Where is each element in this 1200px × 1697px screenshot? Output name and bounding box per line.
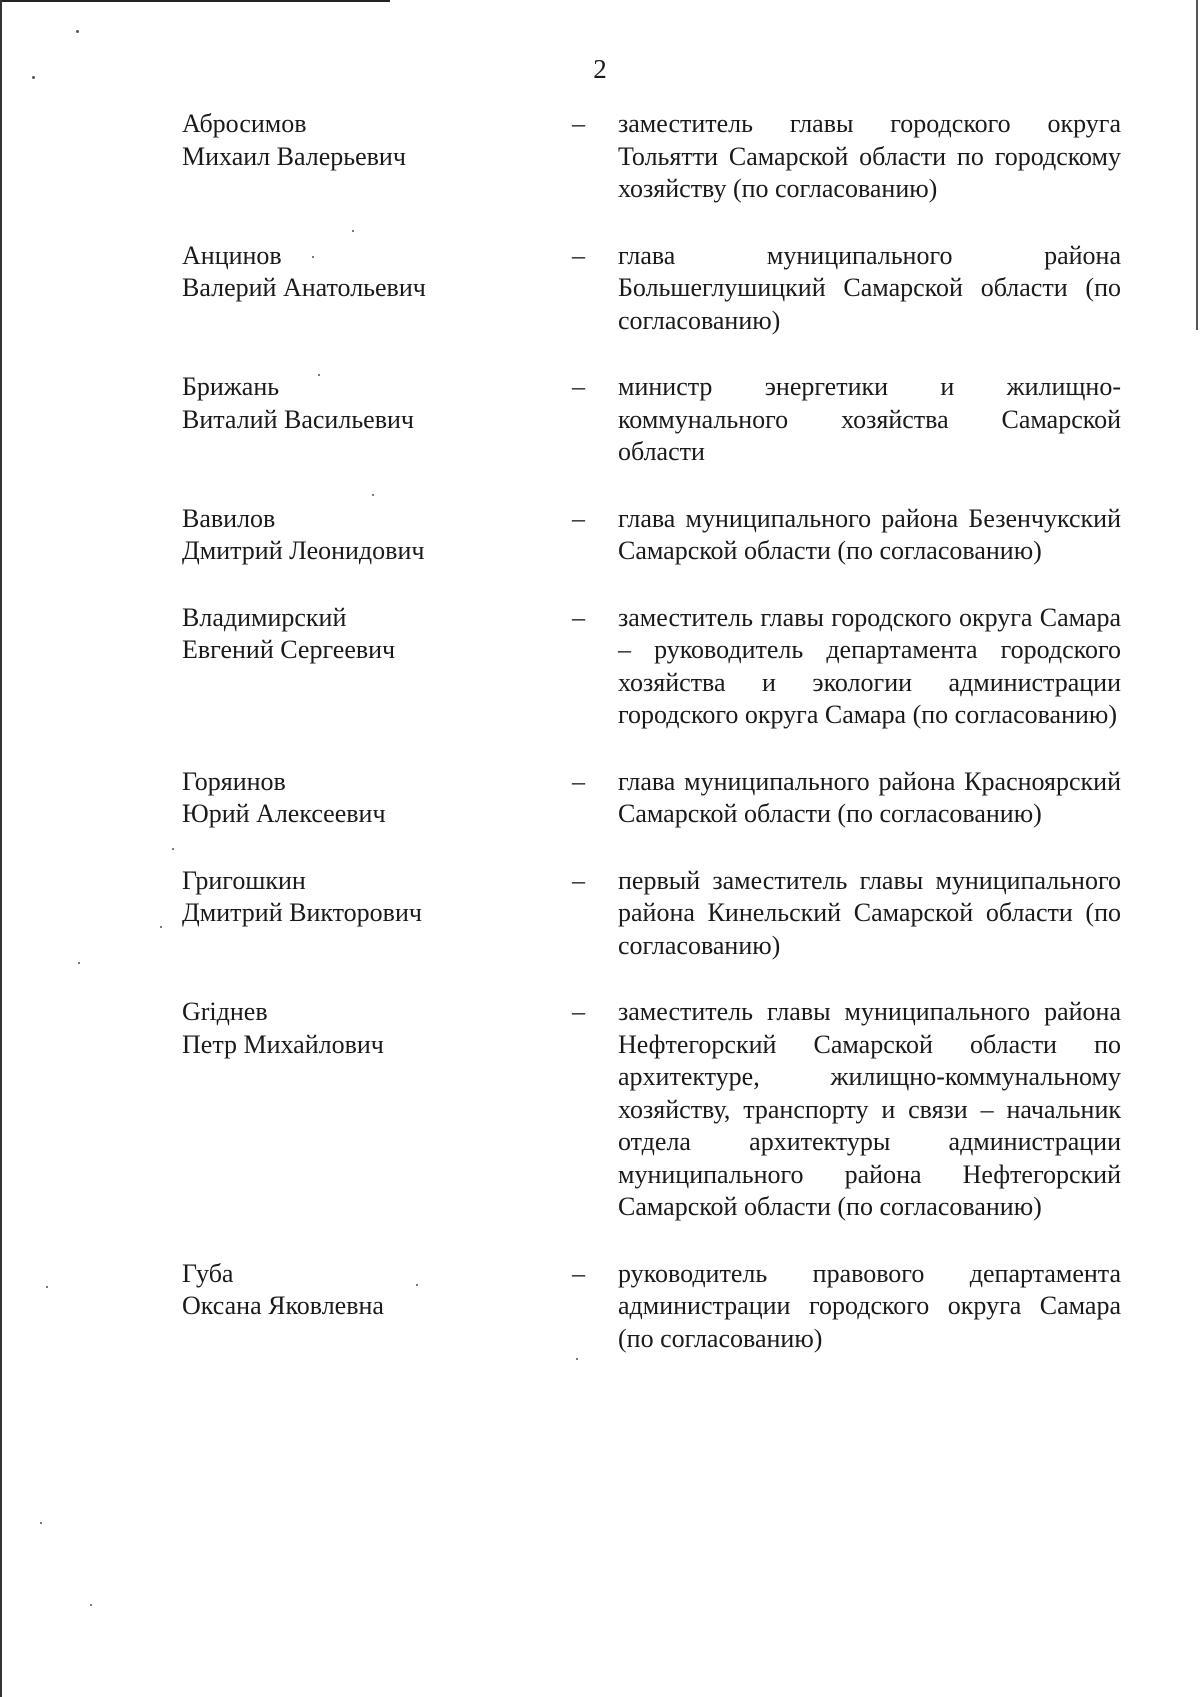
member-surname: Владимирский [182, 602, 347, 632]
member-role: заместитель главы городского округа Самара – руководитель департамента городского хозяйства и экологии администрации городского округа Самара (по согласованию) [618, 602, 1121, 729]
member-name [182, 766, 542, 831]
list-item [182, 996, 1122, 1224]
page-number: 2 [593, 54, 607, 84]
member-surname: Абросимов [182, 109, 307, 138]
member-role: заместитель главы городского округа Тольятти Самарской области по городскому хозяйству (по согласованию) [618, 109, 1121, 203]
scan-speck [160, 926, 162, 928]
member-given-names: Петр Михайлович [182, 1029, 384, 1059]
member-given-names: Дмитрий Викторович [182, 898, 422, 927]
scan-edge-top [0, 0, 390, 2]
member-name [182, 1258, 542, 1323]
member-given-names: Юрий Алексеевич [182, 799, 386, 828]
member-surname: Вавилов [182, 503, 276, 533]
member-given-names: Валерий Анатольевич [182, 273, 426, 302]
dash-separator: – [572, 865, 585, 895]
member-given-names: Евгений Сергеевич [182, 635, 396, 664]
member-role: первый заместитель главы муниципального района Кинельский Самарской области (по согласованию) [618, 865, 1121, 960]
members-list [182, 108, 1122, 1389]
member-name [182, 602, 542, 667]
scan-speck [90, 1604, 92, 1606]
member-given-names: Михаил Валерьевич [182, 141, 406, 171]
member-role: глава муниципального района Большеглушицкий Самарской области (по согласованию) [618, 240, 1121, 335]
dash-separator: – [572, 602, 585, 632]
member-surname: Губа [182, 1258, 234, 1288]
member-given-names: Оксана Яковлевна [182, 1291, 384, 1320]
member-name [182, 371, 542, 436]
member-surname: Griднев [182, 997, 268, 1026]
scan-speck [76, 30, 79, 33]
member-surname: Горяинов [182, 766, 286, 796]
member-given-names: Виталий Васильевич [182, 404, 414, 434]
list-item [182, 865, 1122, 963]
dash-separator: – [572, 503, 585, 533]
scan-speck [40, 1522, 42, 1524]
scan-speck [172, 848, 174, 850]
member-surname: Григошкин [182, 865, 306, 895]
member-role: глава муниципального района Безенчукский Самарской области (по согласованию) [618, 503, 1121, 565]
list-item [182, 108, 1122, 206]
dash-separator: – [572, 766, 585, 796]
scan-edge-right [1196, 0, 1198, 330]
scan-speck [46, 1286, 48, 1288]
list-item [182, 766, 1122, 831]
list-item [182, 602, 1122, 732]
list-item [182, 1258, 1122, 1356]
member-name [182, 108, 542, 173]
member-role: руководитель правового департамента администрации городского округа Самара (по согласованию) [618, 1258, 1121, 1353]
list-item [182, 240, 1122, 338]
dash-separator: – [572, 372, 585, 401]
member-surname: Брижань [182, 372, 280, 401]
member-role: глава муниципального района Красноярский Самарской области (по согласованию) [618, 766, 1121, 828]
member-name [182, 996, 542, 1061]
dash-separator: – [572, 109, 585, 138]
list-item [182, 503, 1122, 568]
member-role: заместитель главы муниципального района Нефтегорский Самарской области по архитектуре, жилищно-коммунальному хозяйству, транспорту и связи – начальник отдела архитектуры администрации муниципального района Нефтегорский Самарской области (по согласованию) [618, 997, 1121, 1221]
scan-edge-left [0, 0, 2, 1697]
member-name [182, 865, 542, 930]
dash-separator: – [572, 240, 585, 270]
dash-separator: – [572, 997, 585, 1026]
scan-speck [78, 962, 80, 964]
member-name [182, 503, 542, 568]
member-name [182, 240, 542, 305]
member-given-names: Дмитрий Леонидович [182, 536, 425, 565]
member-surname: Анцинов [182, 240, 282, 270]
list-item [182, 371, 1122, 469]
member-role: министр энергетики и жилищно-коммунального хозяйства Самарской области [618, 372, 1121, 466]
dash-separator: – [572, 1258, 585, 1288]
